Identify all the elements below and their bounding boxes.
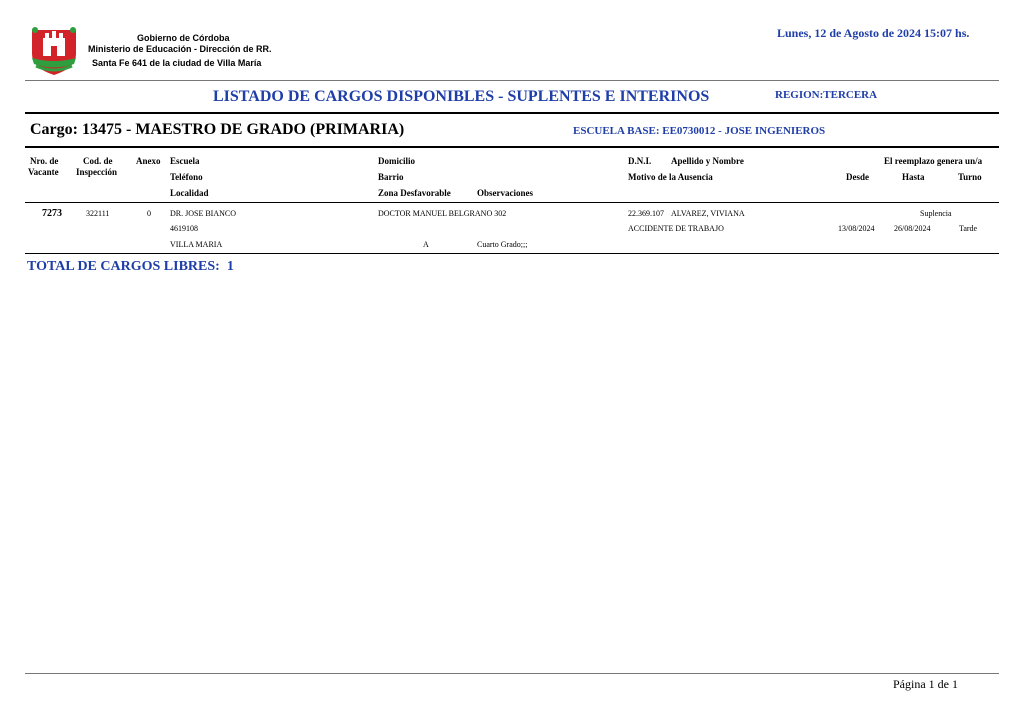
region-label: REGION:TERCERA <box>775 89 878 101</box>
columns-divider <box>25 202 999 203</box>
col-motivo-ausencia: Motivo de la Ausencia <box>628 172 713 182</box>
col-observaciones: Observaciones <box>477 188 533 198</box>
col-dni: D.N.I. <box>628 156 652 166</box>
col-nro-vacante-1: Nro. de <box>30 156 59 166</box>
col-barrio: Barrio <box>378 172 404 182</box>
row-escuela: DR. JOSE BIANCO <box>170 209 237 218</box>
col-zona-desfavorable: Zona Desfavorable <box>378 188 451 198</box>
row-motivo: ACCIDENTE DE TRABAJO <box>628 224 724 233</box>
col-localidad: Localidad <box>170 188 209 198</box>
row-desde: 13/08/2024 <box>838 224 875 233</box>
cordoba-coat-of-arms-logo <box>27 24 81 78</box>
col-turno: Turno <box>958 172 982 182</box>
col-cod-inspeccion-1: Cod. de <box>83 156 113 166</box>
page-number: Página 1 de 1 <box>893 677 958 691</box>
report-datetime: Lunes, 12 de Agosto de 2024 15:07 hs. <box>777 26 970 40</box>
org-name: Gobierno de Córdoba <box>137 33 230 43</box>
row-zona: A <box>423 240 429 249</box>
row-anexo: 0 <box>147 209 151 218</box>
row-apellido-nombre: ALVAREZ, VIVIANA <box>671 209 745 218</box>
col-anexo: Anexo <box>136 156 161 166</box>
row-dni: 22.369.107 <box>628 209 664 218</box>
col-telefono: Teléfono <box>170 172 203 182</box>
col-apellido-nombre: Apellido y Nombre <box>671 156 744 166</box>
title-divider <box>25 112 999 114</box>
row-nro-vacante: 7273 <box>42 208 62 219</box>
col-desde: Desde <box>846 172 869 182</box>
org-ministry: Ministerio de Educación - Dirección de RR. <box>88 44 272 54</box>
header-divider <box>25 80 999 81</box>
report-title: LISTADO DE CARGOS DISPONIBLES - SUPLENTES E INTERINOS <box>213 88 710 105</box>
col-escuela: Escuela <box>170 156 200 166</box>
row-tipo-reemplazo: Suplencia <box>920 209 952 218</box>
cargo-divider <box>25 146 999 148</box>
row-divider <box>25 253 999 254</box>
row-observaciones: Cuarto Grado;;; <box>477 240 528 249</box>
col-hasta: Hasta <box>902 172 925 182</box>
row-hasta: 26/08/2024 <box>894 224 931 233</box>
org-address: Santa Fe 641 de la ciudad de Villa María <box>92 58 262 68</box>
col-cod-inspeccion-2: Inspección <box>76 167 118 177</box>
col-nro-vacante-2: Vacante <box>28 167 59 177</box>
total-cargos-libres: TOTAL DE CARGOS LIBRES: 1 <box>27 259 234 274</box>
row-turno: Tarde <box>959 224 978 233</box>
col-domicilio: Domicilio <box>378 156 415 166</box>
escuela-base: ESCUELA BASE: EE0730012 - JOSE INGENIEROS <box>573 125 826 137</box>
row-cod-inspeccion: 322111 <box>86 209 110 218</box>
row-localidad: VILLA MARIA <box>170 240 223 249</box>
cargo-title: Cargo: 13475 - MAESTRO DE GRADO (PRIMARIA) <box>30 121 405 138</box>
row-telefono: 4619108 <box>170 224 198 233</box>
footer-divider <box>25 673 999 674</box>
col-reemplazo: El reemplazo genera un/a <box>884 156 983 166</box>
row-domicilio: DOCTOR MANUEL BELGRANO 302 <box>378 209 507 218</box>
